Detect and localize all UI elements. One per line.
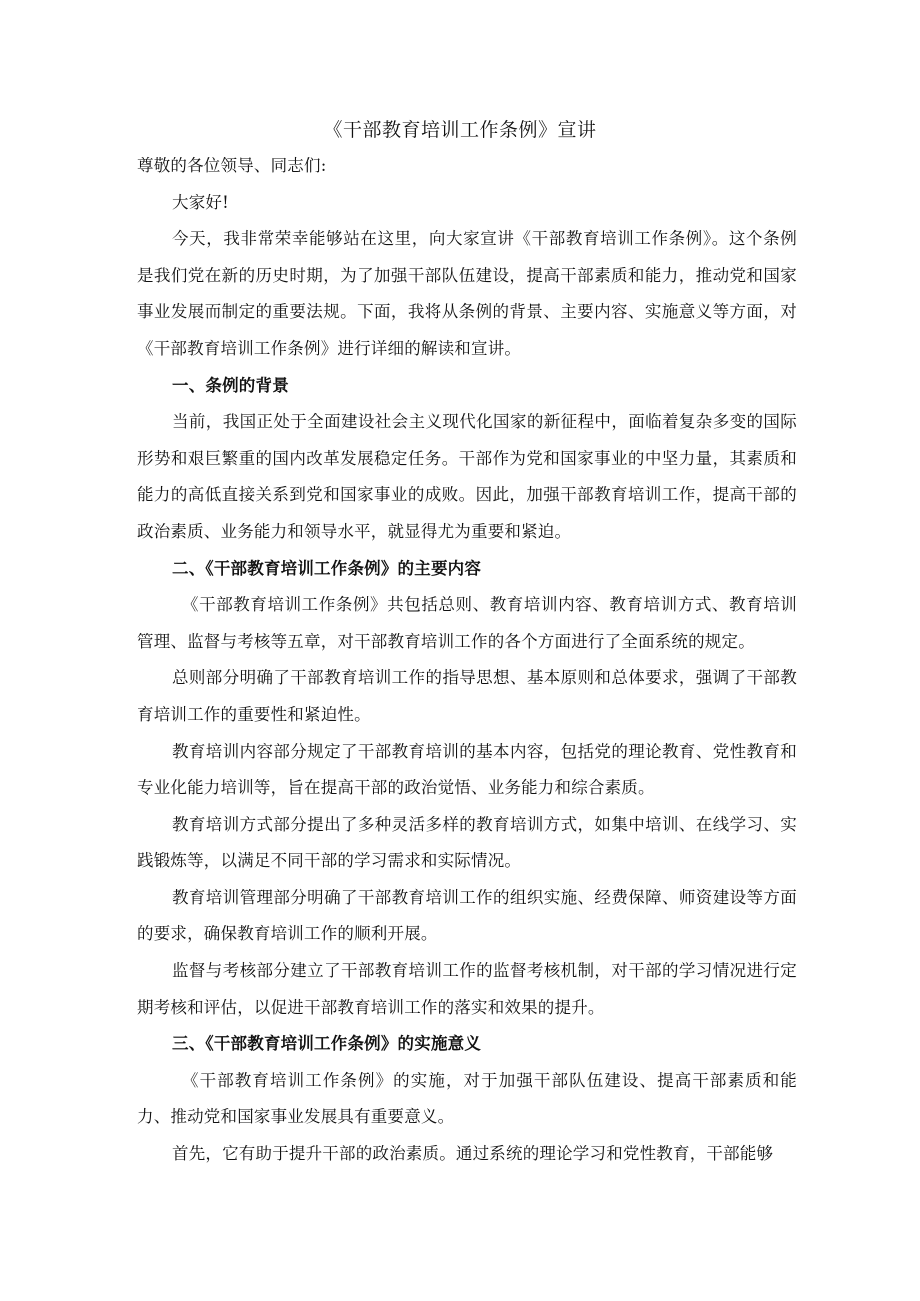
- significance-overview-paragraph: 《干部教育培训工作条例》的实施，对于加强干部队伍建设、提高干部素质和能力、推动党和国家事业发展具有重要意义。: [137, 1070, 797, 1127]
- training-content-paragraph: 教育培训内容部分规定了干部教育培训的基本内容，包括党的理论教育、党性教育和专业化能力培训等，旨在提高干部的政治觉悟、业务能力和综合素质。: [137, 741, 797, 798]
- main-content-overview-paragraph: 《干部教育培训工作条例》共包括总则、教育培训内容、教育培训方式、教育培训管理、监督与考核等五章，对干部教育培训工作的各个方面进行了全面系统的规定。: [137, 595, 797, 651]
- section-heading-background: 一、条例的背景: [172, 375, 289, 395]
- intro-paragraph: 今天，我非常荣幸能够站在这里，向大家宣讲《干部教育培训工作条例》。这个条例是我们党在新的历史时期，为了加强干部队伍建设，提高干部素质和能力，推动党和国家事业发展而制定的重要法规。下面，我将从条例的背景、主要内容、实施意义等方面，对《干部教育培训工作条例》进行详细的解读和宣讲。: [137, 229, 797, 358]
- document-body: [137, 148, 797, 1173]
- salutation: 尊敬的各位领导、同志们:: [137, 156, 327, 175]
- background-paragraph: 当前，我国正处于全面建设社会主义现代化国家的新征程中，面临着复杂多变的国际形势和艰巨繁重的国内改革发展稳定任务。干部作为党和国家事业的中坚力量，其素质和能力的高低直接关系到党和国家事业的成败。因此，加强干部教育培训工作，提高干部的政治素质、业务能力和领导水平，就显得尤为重要和紧迫。: [137, 412, 797, 541]
- general-provisions-paragraph: 总则部分明确了干部教育培训工作的指导思想、基本原则和总体要求，强调了干部教育培训工作的重要性和紧迫性。: [137, 668, 797, 724]
- significance-first-paragraph: 首先，它有助于提升干部的政治素质。通过系统的理论学习和党性教育，干部能够: [172, 1144, 774, 1164]
- supervision-assessment-paragraph: 监督与考核部分建立了干部教育培训工作的监督考核机制，对干部的学习情况进行定期考核和评估，以促进干部教育培训工作的落实和效果的提升。: [137, 961, 797, 1017]
- section-heading-main-content: 二、《干部教育培训工作条例》的主要内容: [172, 558, 482, 578]
- training-management-paragraph: 教育培训管理部分明确了干部教育培训工作的组织实施、经费保障、师资建设等方面的要求，确保教育培训工作的顺利开展。: [137, 887, 797, 944]
- greeting-paragraph: 大家好!: [172, 192, 229, 212]
- document-title: 《干部教育培训工作条例》宣讲: [323, 119, 597, 141]
- section-heading-significance: 三、《干部教育培训工作条例》的实施意义: [172, 1034, 482, 1054]
- training-methods-paragraph: 教育培训方式部分提出了多种灵活多样的教育培训方式，如集中培训、在线学习、实践锻炼等，以满足不同干部的学习需求和实际情况。: [137, 814, 797, 871]
